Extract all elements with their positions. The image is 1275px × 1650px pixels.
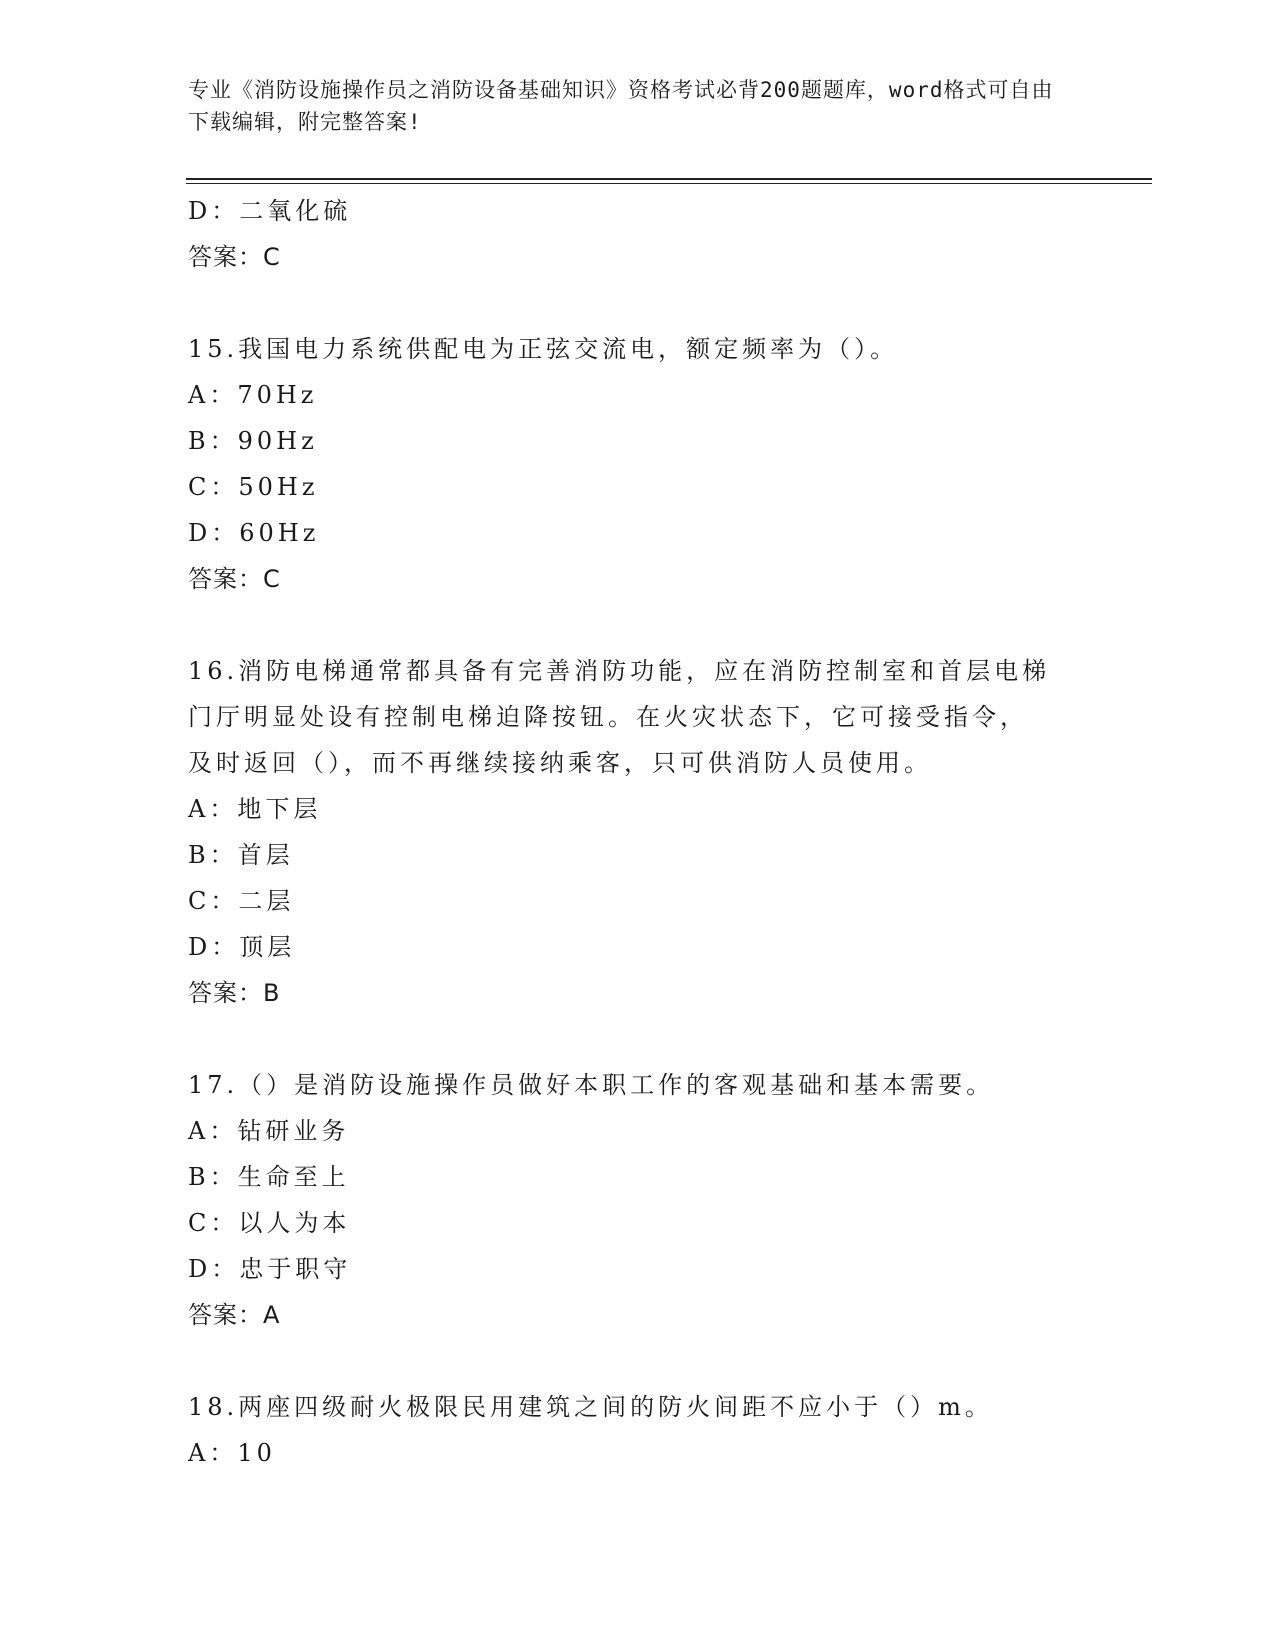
option-d: D：忠于职守 xyxy=(188,1255,352,1283)
option-d: D：二氧化硫 xyxy=(188,197,352,225)
question-stem: 17.（）是消防设施操作员做好本职工作的客观基础和基本需要。 xyxy=(188,1071,995,1099)
option-a: A：10 xyxy=(188,1439,276,1467)
document-header: 专业《消防设施操作员之消防设备基础知识》资格考试必背200题题库，word格式可自由下载编辑，附完整答案! xyxy=(188,78,1054,134)
option-a: A：钻研业务 xyxy=(188,1117,350,1145)
option-d: D：顶层 xyxy=(188,933,296,961)
question-stem: 18.两座四级耐火极限民用建筑之间的防火间距不应小于（）m。 xyxy=(188,1393,993,1421)
question-16 xyxy=(188,648,1088,1016)
option-a: A：地下层 xyxy=(188,795,322,823)
option-a: A：70Hz xyxy=(188,381,318,409)
option-c: C：以人为本 xyxy=(188,1209,351,1237)
answer: 答案：C xyxy=(188,243,281,271)
answer: 答案：B xyxy=(188,979,281,1007)
question-stem-line-1: 16.消防电梯通常都具备有完善消防功能，应在消防控制室和首层电梯 xyxy=(188,657,1051,685)
question-17 xyxy=(188,1062,1088,1338)
question-15 xyxy=(188,326,1088,602)
option-b: B：生命至上 xyxy=(188,1163,350,1191)
question-stem: 15.我国电力系统供配电为正弦交流电，额定频率为（）。 xyxy=(188,335,899,363)
option-d: D：60Hz xyxy=(188,519,320,547)
option-b: B：90Hz xyxy=(188,427,318,455)
question-18 xyxy=(188,1384,1088,1476)
question-14-tail xyxy=(188,188,1088,280)
answer: 答案：A xyxy=(188,1301,281,1329)
header-divider-thin xyxy=(186,183,1152,184)
question-stem-line-3: 及时返回（），而不再继续接纳乘客，只可供消防人员使用。 xyxy=(188,749,932,777)
option-c: C：二层 xyxy=(188,887,295,915)
question-stem-line-2: 门厅明显处设有控制电梯迫降按钮。在火灾状态下，它可接受指令， xyxy=(188,703,1028,731)
question-list xyxy=(188,188,1088,1476)
answer: 答案：C xyxy=(188,565,281,593)
option-b: B：首层 xyxy=(188,841,294,869)
option-c: C：50Hz xyxy=(188,473,319,501)
header-divider xyxy=(186,178,1152,180)
